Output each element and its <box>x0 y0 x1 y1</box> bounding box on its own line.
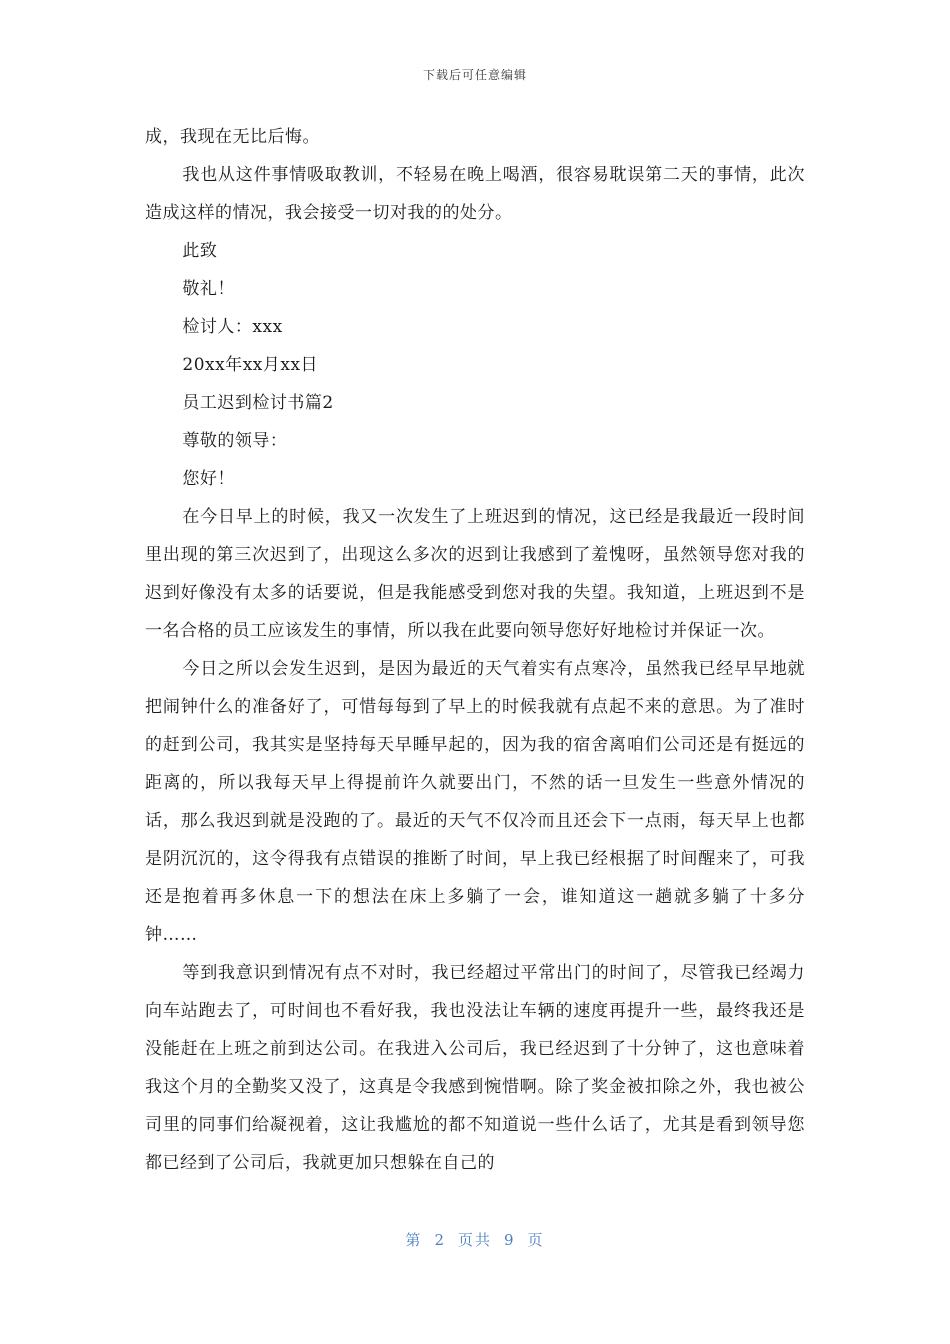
greeting: 您好！ <box>182 469 235 489</box>
page-header: 下载后可任意编辑 <box>422 68 527 82</box>
page-footer-suffix: 页 <box>527 1231 545 1249</box>
total-page-count: 9 <box>504 1231 516 1249</box>
page-footer-prefix: 第 <box>405 1231 423 1249</box>
closing-salute: 敬礼！ <box>182 279 235 299</box>
current-page-number: 2 <box>434 1231 446 1249</box>
paragraph: 等到我意识到情况有点不对时，我已经超过平常出门的时间了，尽管我已经竭力向车站跑去了，可时间也不看好我，我也没法让车辆的速度再提升一些，最终我还是没能赶在上班之前到达公司。在我进入公司后，我已经迟到了十分钟了，这也意味着我这个月的全勤奖又没了，这真是令我感到惋惜啊。除了奖金被扣除之外，我也被公司里的同事们给凝视着，这让我尴尬的都不知道说一些什么话了，尤其是看到领导您都已经到了公司后，我就更加只想躲在自己的 <box>145 963 805 1173</box>
paragraph-continuation: 成，我现在无比后悔。 <box>145 127 320 147</box>
section-title: 员工迟到检讨书篇2 <box>182 393 334 413</box>
page-footer <box>0 1229 950 1250</box>
page-footer-middle: 页共 <box>457 1231 492 1249</box>
document-body <box>145 118 805 1182</box>
closing-line: 此致 <box>182 241 218 261</box>
date-line: 20xx年xx月xx日 <box>182 355 319 375</box>
paragraph: 我也从这件事情吸取教训，不轻易在晚上喝酒，很容易耽误第二天的事情，此次造成这样的情况，我会接受一切对我的的处分。 <box>145 165 805 223</box>
salutation: 尊敬的领导： <box>182 431 288 451</box>
signature-line: 检讨人：xxx <box>182 317 283 337</box>
paragraph: 在今日早上的时候，我又一次发生了上班迟到的情况，这已经是我最近一段时间里出现的第三次迟到了，出现这么多次的迟到让我感到了羞愧呀，虽然领导您对我的迟到好像没有太多的话要说，但是我能感受到您对我的失望。我知道，上班迟到不是一名合格的员工应该发生的事情，所以我在此要向领导您好好地检讨并保证一次。 <box>145 507 805 641</box>
paragraph: 今日之所以会发生迟到，是因为最近的天气着实有点寒冷，虽然我已经早早地就把闹钟什么的准备好了，可惜每每到了早上的时候我就有点起不来的意思。为了准时的赶到公司，我其实是坚持每天早睡早起的，因为我的宿舍离咱们公司还是有挺远的距离的，所以我每天早上得提前许久就要出门，不然的话一旦发生一些意外情况的话，那么我迟到就是没跑的了。最近的天气不仅冷而且还会下一点雨，每天早上也都是阴沉沉的，这令得我有点错误的推断了时间，早上我已经根据了时间醒来了，可我还是抱着再多休息一下的想法在床上多躺了一会，谁知道这一趟就多躺了十多分钟…… <box>145 659 805 945</box>
